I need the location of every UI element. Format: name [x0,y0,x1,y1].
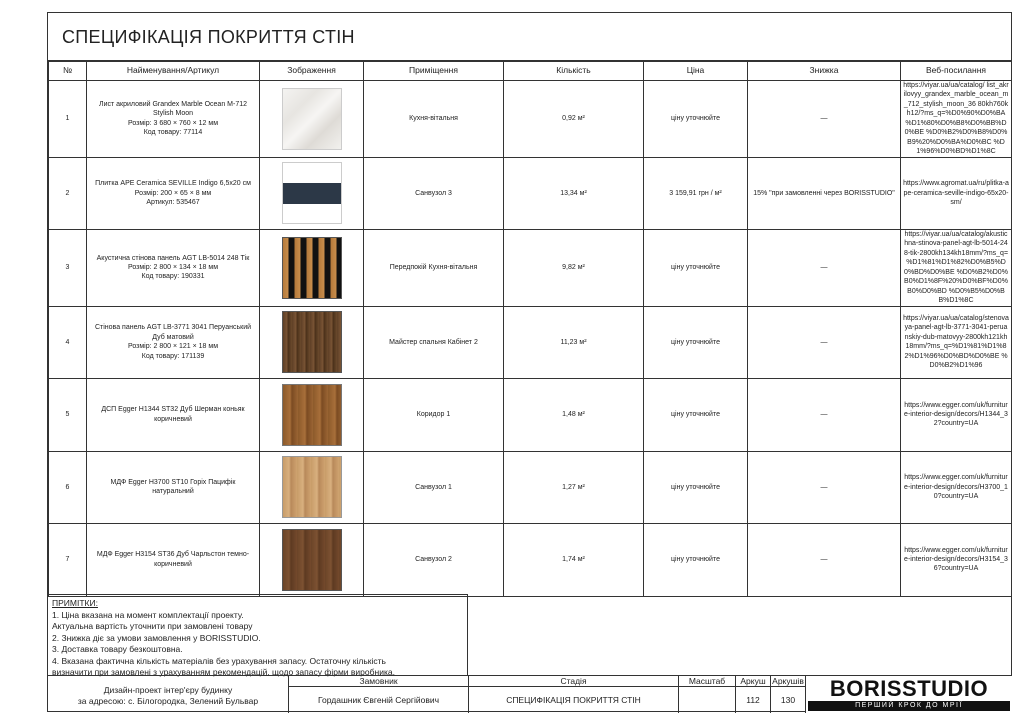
item-quantity: 9,82 м² [504,230,644,307]
title-block [48,13,1011,61]
drawing-sheet [47,12,1012,712]
acoustic-panel-swatch-image [282,237,342,299]
header-number: № [49,62,87,81]
item-size: Розмір: 3 680 × 760 × 12 мм [127,119,219,127]
item-discount: — [748,230,901,307]
note-line: 1. Ціна вказана на момент комплектації проекту. [52,609,244,620]
notes-block [48,594,468,678]
table-row [49,524,1012,597]
item-name: Стінова панель AGT LB-3771 3041 Перуанський Дуб матовий [94,324,252,341]
item-link[interactable]: https://viyar.ua/ua/catalog/akustichna-stinova-panel-agt-lb-5014-248-tik-2800kh134kh18mm/?ms_q= %D1%81%D1%82%D0%B5%D0%BD%D0%BE %D0%B2%D0%B0%D1%8F%20%D0%BF%D0%B0%D0%BD %D0%B5%D0%BB%D1%8C [901,230,1012,307]
item-quantity: 0,92 м² [504,81,644,158]
item-link[interactable]: https://viyar.ua/ua/catalog/stenovaya-panel-agt-lb-3771-3041-peruanskiy-dub-matovyy-2800kh121kh18mm/?ms_q=%D1%81%D1%82%D1%96%D0%BD%D0%BE %D0%B2%D1%96 [901,306,1012,379]
project-cell [48,676,288,713]
row-number: 1 [49,81,87,158]
page-title: СПЕЦИФІКАЦІЯ ПОКРИТТЯ СТІН [62,27,355,47]
item-room: Кухня-вітальня [364,81,504,158]
item-link[interactable]: https://viyar.ua/ua/catalog/ list_akrilovyy_grandex_marble_ocean_m_712_stylish_moon_36 80kh760kh12/?ms_q=%D0%90%D0%BA %D1%80%D0%B8%D0%BB%D0%BE %D0%B2%D0%B8%D0%B9%20%D0%BA%D0%BC %D1%96%D0%BD%D1%8C [901,81,1012,158]
item-discount: 15% "при замовленні через BORISSTUDIO" [748,157,901,230]
item-name-cell [87,81,260,158]
item-link[interactable]: https://www.egger.com/uk/furniture-interior-design/decors/H1344_32?country=UA [901,379,1012,452]
note-line: 4. Вказана фактична кількість матеріалів без урахування запасу. Остаточну кількість [52,655,386,666]
header-discount: Знижка [748,62,901,81]
stage-label: Стадія [468,676,678,687]
header-price: Ціна [644,62,748,81]
table-header-row [49,62,1012,81]
item-price: ціну уточнюйте [644,379,748,452]
item-discount: — [748,81,901,158]
oak-cognac-swatch-image [282,384,342,446]
note-line: Актуальна вартість уточнити при замовлені товару [52,621,253,632]
item-name-cell [87,379,260,452]
item-quantity: 1,48 м² [504,379,644,452]
logo-wordmark: BORISSTUDIO [829,676,989,701]
scale-value [678,687,735,713]
header-link: Веб-посилання [901,62,1012,81]
item-quantity: 13,34 м² [504,157,644,230]
header-image: Зображення [260,62,364,81]
item-room: Майстер спальня Кабінет 2 [364,306,504,379]
item-name: Акустична стінова панель AGT LB-5014 248 Тік [96,254,250,262]
header-name: Найменування/Артикул [87,62,260,81]
item-size: Розмір: 2 800 × 134 × 18 мм [127,264,219,272]
table-row [49,81,1012,158]
table-row [49,451,1012,524]
item-image-cell [260,524,364,597]
row-number: 4 [49,306,87,379]
item-image-cell [260,306,364,379]
item-discount: — [748,379,901,452]
item-price: ціну уточнюйте [644,230,748,307]
item-code: Код товару: 77114 [143,129,203,137]
item-image-cell [260,379,364,452]
marble-swatch-image [282,88,342,150]
sheet-value: 112 [735,687,770,713]
item-room: Передпокій Кухня-вітальня [364,230,504,307]
notes-heading: ПРИМІТКИ: [52,598,98,608]
item-quantity: 11,23 м² [504,306,644,379]
slat-panel-swatch-image [282,311,342,373]
item-discount: — [748,306,901,379]
item-name: Плитка APE Ceramica SEVILLE Indigo 6,5х20 см [95,180,251,188]
table-row [49,230,1012,307]
item-image-cell [260,451,364,524]
header-room: Приміщення [364,62,504,81]
item-name-cell [87,451,260,524]
sheets-value: 130 [770,687,805,713]
row-number: 2 [49,157,87,230]
client-label: Замовник [288,676,468,687]
item-link[interactable]: https://www.egger.com/uk/furniture-interior-design/decors/H3700_10?country=UA [901,451,1012,524]
row-number: 3 [49,230,87,307]
item-link[interactable]: https://www.egger.com/uk/furniture-interior-design/decors/H3154_36?country=UA [901,524,1012,597]
item-image-cell [260,230,364,307]
logo-tagline: ПЕРШИЙ КРОК ДО МРІЇ [808,701,1010,711]
item-room: Санвузол 3 [364,157,504,230]
tile-swatch-image [282,162,342,224]
sheet-label: Аркуш [735,676,770,687]
header-quantity: Кількість [504,62,644,81]
sheets-label: Аркушів [770,676,805,687]
item-size: Розмір: 2 800 × 121 × 18 мм [127,343,219,351]
item-price: ціну уточнюйте [644,524,748,597]
note-line: 3. Доставка товару безкоштовна. [52,644,183,655]
item-discount: — [748,451,901,524]
item-name: МДФ Egger H3154 ST36 Дуб Чарльстон темно-коричневий [96,551,250,568]
item-price: ціну уточнюйте [644,451,748,524]
item-room: Санвузол 2 [364,524,504,597]
item-quantity: 1,27 м² [504,451,644,524]
oak-charleston-swatch-image [282,529,342,591]
item-size: Розмір: 200 × 65 × 8 мм [134,189,212,197]
project-line-1: Дизайн-проект інтер'єру будинку [103,685,233,695]
item-link[interactable]: https://www.agromat.ua/ru/plitka-ape-ceramica-seville-indigo-65x20-sm/ [901,157,1012,230]
item-price: 3 159,91 грн / м² [644,157,748,230]
note-line: визначити при замовлені з урахуванням рекомендацій, щодо запасу фірми виробника. [52,667,395,678]
item-quantity: 1,74 м² [504,524,644,597]
item-discount: — [748,524,901,597]
item-code: Артикул: 535467 [146,198,200,206]
item-name-cell [87,524,260,597]
item-name: ДСП Egger H1344 ST32 Дуб Шерман коньяк коричневий [101,406,245,423]
item-name-cell [87,230,260,307]
item-image-cell [260,81,364,158]
specification-table [48,61,1012,597]
item-room: Коридор 1 [364,379,504,452]
table-row [49,379,1012,452]
note-line: 2. Знижка діє за умови замовлення у BORISSTUDIO. [52,632,261,643]
item-price: ціну уточнюйте [644,306,748,379]
row-number: 5 [49,379,87,452]
item-room: Санвузол 1 [364,451,504,524]
item-name-cell [87,306,260,379]
table-row [49,306,1012,379]
item-name: МДФ Egger H3700 ST10 Горіх Пацифік натуральний [110,478,236,496]
item-name: Лист акриловий Grandex Marble Ocean M-712 Stylish Moon [99,100,247,118]
row-number: 7 [49,524,87,597]
scale-label: Масштаб [678,676,735,687]
item-image-cell [260,157,364,230]
walnut-pacific-swatch-image [282,456,342,518]
title-stamp [48,675,1011,713]
borisstudio-logo [805,676,1012,713]
row-number: 6 [49,451,87,524]
item-name-cell [87,157,260,230]
item-price: ціну уточнюйте [644,81,748,158]
item-code: Код товару: 190331 [141,273,205,281]
project-line-2: за адресою: с. Білогородка, Зелений Бульвар [77,696,259,707]
stage-value: СПЕЦИФІКАЦІЯ ПОКРИТТЯ СТІН [468,687,678,713]
item-code: Код товару: 171139 [141,352,205,360]
client-value: Гордашник Євгеній Сергійович [288,687,468,713]
table-row [49,157,1012,230]
